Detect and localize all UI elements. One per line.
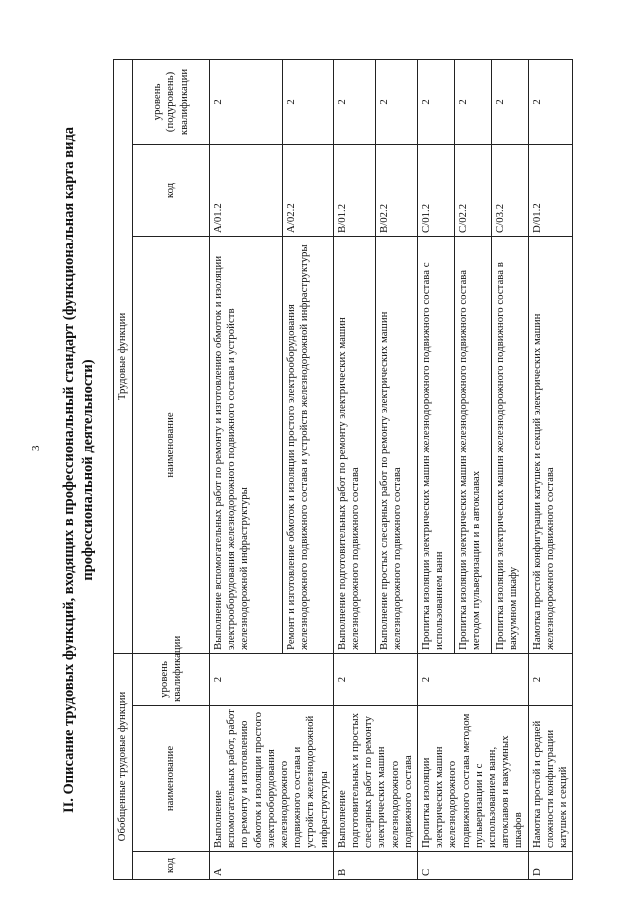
function-level: 2 xyxy=(418,59,455,144)
function-level: 2 xyxy=(333,59,375,144)
function-level: 2 xyxy=(528,59,573,144)
function-name: Выполнение простых слесарных работ по ремонту электрических машин железнодорожного подвижного состава xyxy=(375,236,417,653)
group-level: 2 xyxy=(418,653,529,705)
table-row xyxy=(333,59,375,879)
function-name: Пропитка изоляции электрических машин железнодорожного подвижного состава с использованием ванн xyxy=(418,236,455,653)
table-row xyxy=(418,59,455,879)
page-number: 3 xyxy=(30,445,42,451)
group-code: D xyxy=(528,852,573,880)
title-line-2: профессиональной деятельности) xyxy=(80,359,96,581)
header-tf-code: код xyxy=(133,144,210,236)
group-level: 2 xyxy=(333,653,417,705)
function-code: A/01.2 xyxy=(210,144,283,236)
function-code: D/01.2 xyxy=(528,144,573,236)
group-code: B xyxy=(333,852,417,880)
function-name: Выполнение вспомогательных работ по ремонту и изготовлению обмоток и изоляции электрооборудования железнодорожного подвижного состава и устройств железнодорожной инфраструктуры xyxy=(210,236,283,653)
group-code: A xyxy=(210,852,334,880)
header-name: наименование xyxy=(133,706,210,852)
title-line-1: II. Описание трудовых функций, входящих в профессиональный стандарт (функциональная карта вида xyxy=(61,126,77,814)
function-level: 2 xyxy=(210,59,283,144)
group-name: Намотка простой и средней сложности конфигурации катушек и секций xyxy=(528,706,573,852)
group-level: 2 xyxy=(528,653,573,705)
function-name: Ремонт и изготовление обмоток и изоляции простого электрооборудования железнодорожного подвижного состава и устройств железнодорожной инфраструктуры xyxy=(282,236,333,653)
function-name: Намотка простой конфигурации катушек и секций электрических машин железнодорожного подвижного состава xyxy=(528,236,573,653)
function-code: C/02.2 xyxy=(454,144,491,236)
group-level: 2 xyxy=(210,653,334,705)
rotated-page xyxy=(60,60,620,880)
function-code: C/01.2 xyxy=(418,144,455,236)
header-tf-name: наименование xyxy=(133,236,210,653)
header-tf-level: уровень (подуровень) квалификации xyxy=(133,59,210,144)
function-name: Пропитка изоляции электрических машин железнодорожного подвижного состава методом пульверизации и в автоклавах xyxy=(454,236,491,653)
header-labor-functions: Трудовые функции xyxy=(114,59,133,653)
functional-map-table xyxy=(113,59,573,880)
group-code: C xyxy=(418,852,529,880)
function-code: C/03.2 xyxy=(491,144,528,236)
group-name: Выполнение подготовительных и простых слесарных работ по ремонту электрических машин железнодорожного подвижного состава xyxy=(333,706,417,852)
group-name: Пропитка изоляции электрических машин железнодорожного подвижного состава методом пульверизации и с использованием ванн, автоклавов и вакуумных шкафов xyxy=(418,706,529,852)
function-name: Пропитка изоляции электрических машин железнодорожного подвижного состава в вакуумном шкафу xyxy=(491,236,528,653)
function-name: Выполнение подготовительных работ по ремонту электрических машин железнодорожного подвижного состава xyxy=(333,236,375,653)
header-level: уровень квалификации xyxy=(133,653,210,705)
function-code: B/02.2 xyxy=(375,144,417,236)
section-title xyxy=(60,60,110,880)
table-row xyxy=(210,59,283,879)
function-code: A/02.2 xyxy=(282,144,333,236)
function-level: 2 xyxy=(282,59,333,144)
function-level: 2 xyxy=(491,59,528,144)
function-code: B/01.2 xyxy=(333,144,375,236)
function-level: 2 xyxy=(454,59,491,144)
group-name: Выполнение вспомогательных работ, работ по ремонту и изготовлению обмоток и изоляции простого электрооборудования железнодорожного подвижного состава и устройств железнодорожной инфраструктуры xyxy=(210,706,334,852)
header-code: код xyxy=(133,852,210,880)
function-level: 2 xyxy=(375,59,417,144)
table-row xyxy=(528,59,573,879)
header-generalized: Обобщенные трудовые функции xyxy=(114,653,133,879)
